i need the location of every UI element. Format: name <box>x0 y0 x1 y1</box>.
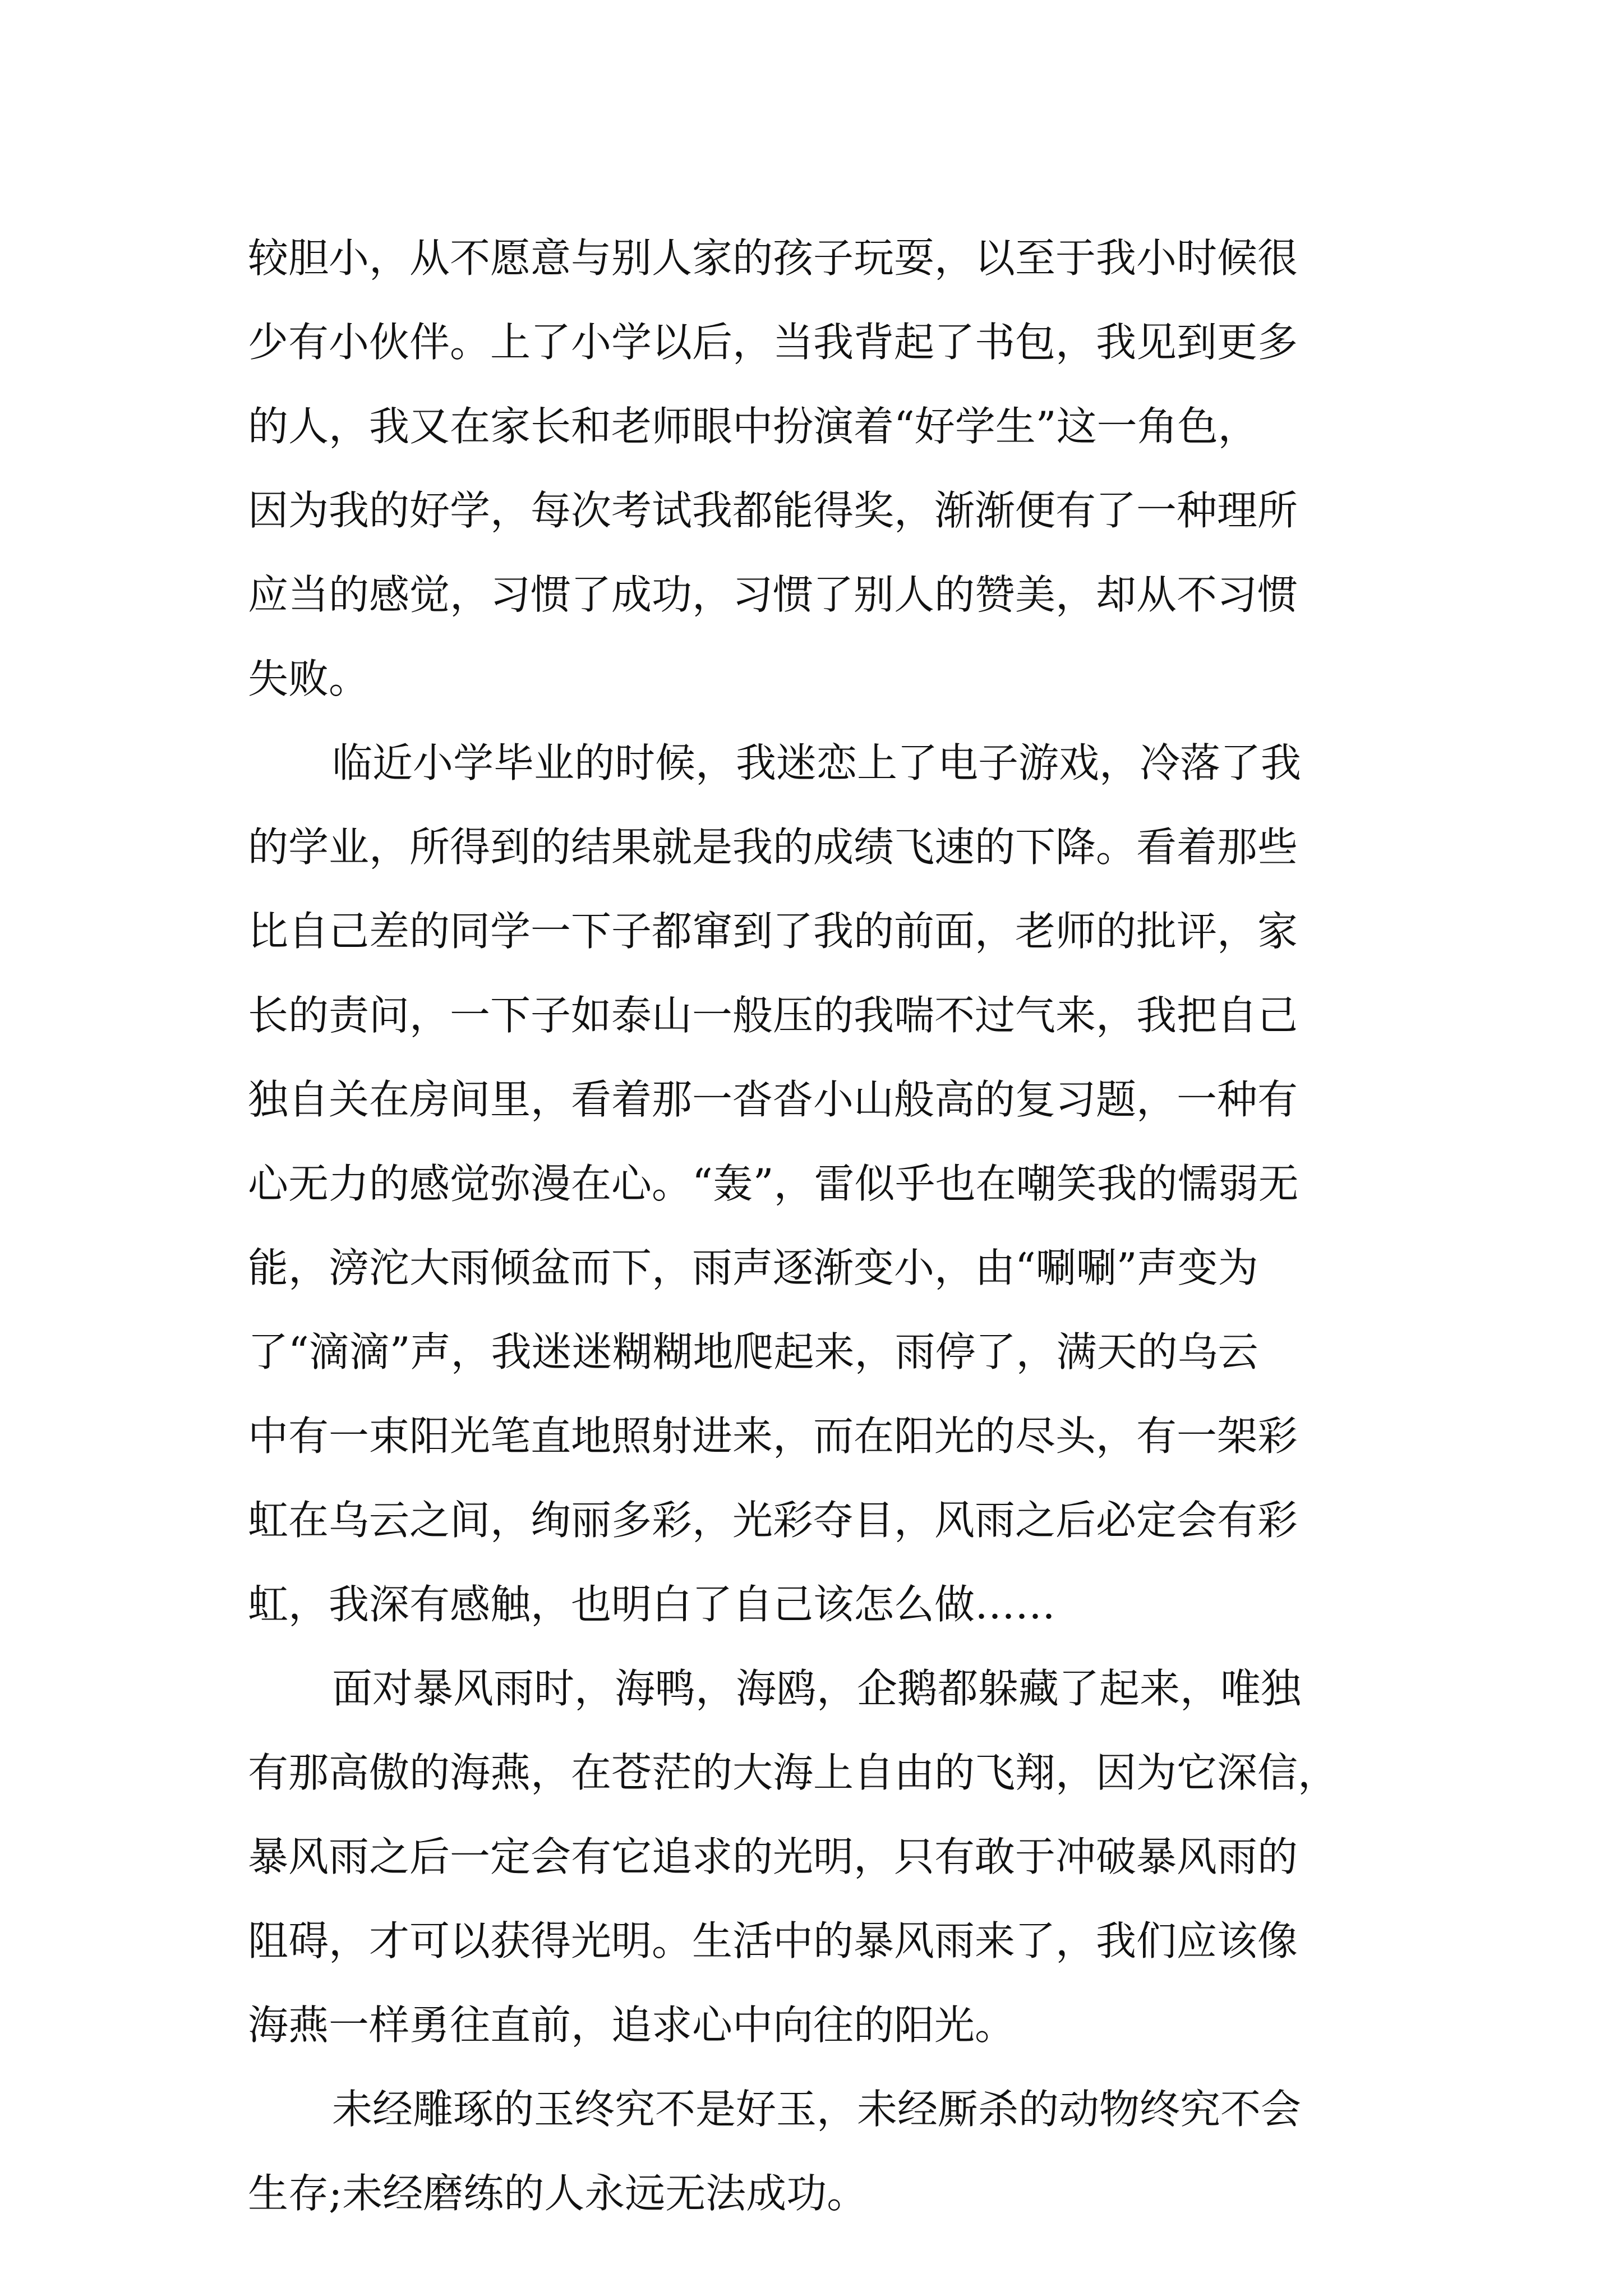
text-line: 的人，我又在家长和老师眼中扮演着“好学生”这一角色， <box>248 403 1258 450</box>
text-line: 少有小伙伴。上了小学以后，当我背起了书包，我见到更多 <box>248 319 1298 366</box>
text-line: 海燕一样勇往直前，追求心中向往的阳光。 <box>248 2001 1016 2049</box>
text-line: 长的责问，一下子如泰山一般压的我喘不过气来，我把自己 <box>248 992 1298 1039</box>
text-line: 暴风雨之后一定会有它追求的光明，只有敢于冲破暴风雨的 <box>248 1833 1298 1880</box>
text-line: 面对暴风雨时，海鸭，海鸥，企鹅都躲藏了起来，唯独 <box>332 1665 1302 1712</box>
paragraph-1 <box>248 216 1392 721</box>
text-line: 能，滂沱大雨倾盆而下，雨声逐渐变小，由“唰唰”声变为 <box>248 1244 1258 1291</box>
text-line: 心无力的感觉弥漫在心。“轰”，雷似乎也在嘲笑我的懦弱无 <box>248 1160 1299 1207</box>
paragraph-2 <box>248 721 1392 1646</box>
text-line: 失败。 <box>248 655 370 702</box>
text-line: 的学业，所得到的结果就是我的成绩飞速的下降。看着那些 <box>248 823 1298 871</box>
body-text <box>248 216 1392 2235</box>
text-line: 较胆小，从不愿意与别人家的孩子玩耍，以至于我小时候很 <box>248 234 1298 282</box>
text-line: 独自关在房间里，看着那一沓沓小山般高的复习题，一种有 <box>248 1076 1298 1123</box>
text-line: 有那高傲的海燕，在苍茫的大海上自由的飞翔，因为它深信， <box>248 1749 1339 1796</box>
text-line: 因为我的好学，每次考试我都能得奖，渐渐便有了一种理所 <box>248 487 1298 534</box>
text-line: 虹，我深有感触，也明白了自己该怎么做…… <box>248 1581 1056 1628</box>
text-line: 了“滴滴”声，我迷迷糊糊地爬起来，雨停了，满天的乌云 <box>248 1328 1258 1375</box>
text-line: 应当的感觉，习惯了成功，习惯了别人的赞美，却从不习惯 <box>248 571 1298 618</box>
text-line: 临近小学毕业的时候，我迷恋上了电子游戏，冷落了我 <box>332 739 1302 786</box>
text-line: 虹在乌云之间，绚丽多彩，光彩夺目，风雨之后必定会有彩 <box>248 1497 1298 1544</box>
text-line: 阻碍，才可以获得光明。生活中的暴风雨来了，我们应该像 <box>248 1917 1298 1964</box>
text-line: 未经雕琢的玉终究不是好玉，未经厮杀的动物终究不会 <box>332 2086 1302 2133</box>
text-line: 比自己差的同学一下子都窜到了我的前面，老师的批评，家 <box>248 908 1298 955</box>
paragraph-3 <box>248 1646 1392 2067</box>
text-line: 生存;未经磨练的人永远无法成功。 <box>248 2170 868 2217</box>
paragraph-4 <box>248 2067 1392 2235</box>
text-line: 中有一束阳光笔直地照射进来，而在阳光的尽头，有一架彩 <box>248 1412 1298 1460</box>
